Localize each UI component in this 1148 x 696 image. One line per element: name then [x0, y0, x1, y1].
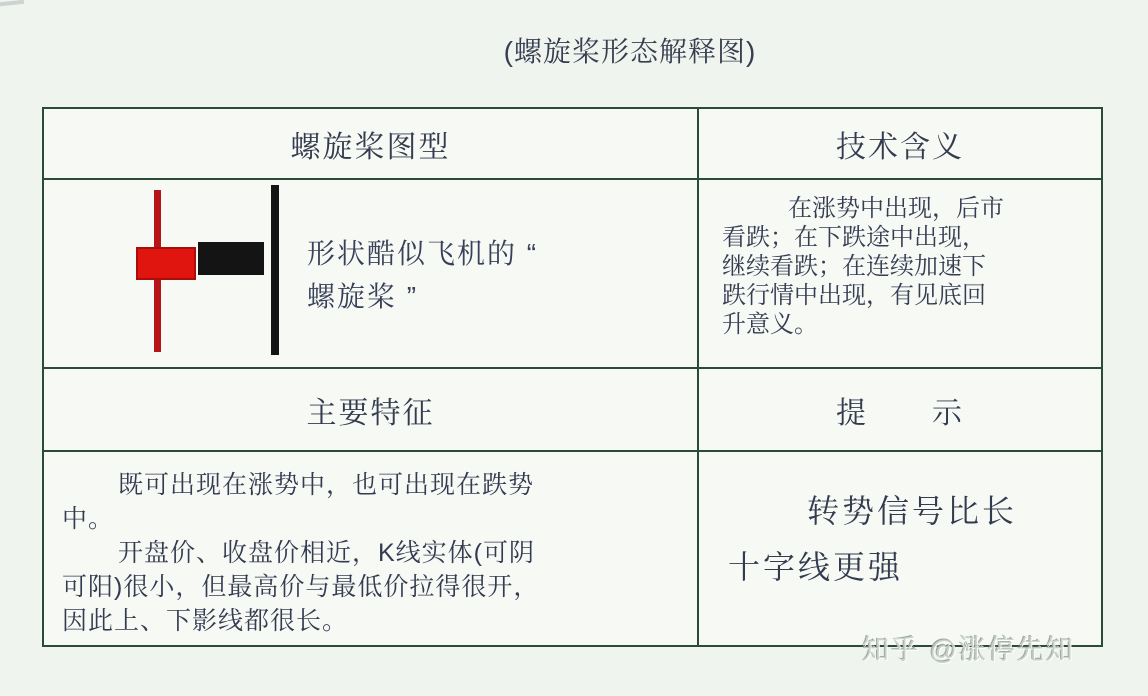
pattern-caption-line: 形状酷似飞机的 “	[307, 238, 539, 269]
features-line: 可阳)很小，但最高价与最低价拉得很开，	[62, 573, 540, 601]
meaning-line: 升意义。	[722, 311, 818, 338]
main-features-text	[44, 468, 697, 638]
tip-line: 十字线更强	[728, 549, 904, 585]
features-line: 开盘价、收盘价相近，K线实体(可阴	[118, 539, 536, 567]
zhihu-watermark: 知乎 @涨停先知	[862, 635, 1075, 665]
features-line: 既可出现在涨势中，也可出现在跌势	[118, 471, 535, 499]
technical-meaning-text	[699, 194, 1101, 339]
header-technical-meaning: 技术含义	[697, 109, 1101, 178]
pattern-illustration-cell	[44, 178, 697, 367]
red-candle-body	[136, 247, 196, 280]
features-line: 中。	[62, 505, 115, 533]
meaning-line: 看跌；在下跌途中出现，	[722, 224, 986, 251]
main-features-cell	[44, 450, 697, 645]
header-pattern-type: 螺旋桨图型	[290, 130, 451, 164]
meaning-line: 跌行情中出现，有见底回	[722, 282, 986, 309]
page-title: (螺旋桨形态解释图)	[503, 36, 757, 67]
header-main-features: 主要特征	[44, 367, 697, 450]
pattern-explanation-table	[42, 107, 1103, 647]
technical-meaning-cell	[697, 178, 1101, 367]
scan-artifact-speck	[0, 0, 24, 6]
features-line: 因此上、下影线都很长。	[62, 607, 349, 635]
tips-cell	[697, 450, 1101, 645]
pattern-caption	[307, 232, 538, 318]
meaning-line: 在涨势中出现，后市	[788, 195, 1004, 222]
black-candle-body	[198, 242, 264, 275]
tip-line: 转势信号比长	[807, 493, 1018, 529]
meaning-line: 继续看跌；在连续加速下	[722, 253, 986, 280]
pattern-caption-line: 螺旋桨 ”	[307, 281, 419, 312]
header-tips: 提 示	[697, 367, 1101, 450]
black-candle-wick	[271, 185, 279, 355]
